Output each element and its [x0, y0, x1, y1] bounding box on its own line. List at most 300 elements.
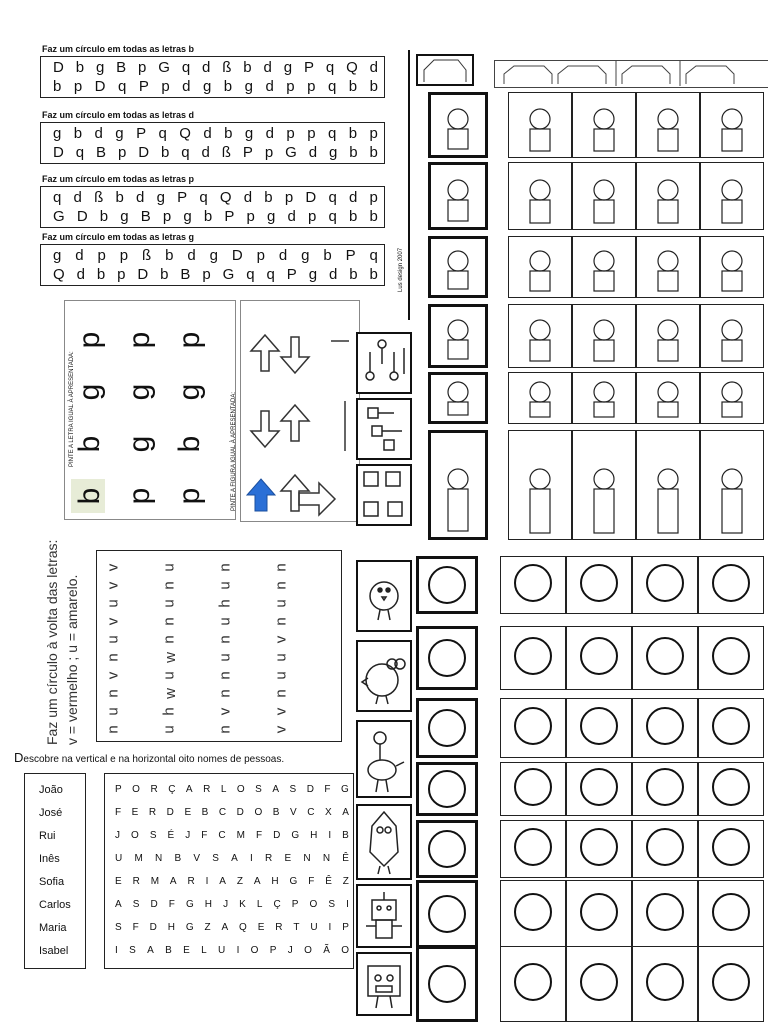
uv-letter[interactable]: n — [216, 563, 234, 572]
grid-letter[interactable]: O — [250, 945, 259, 956]
letter[interactable]: Q — [179, 125, 191, 142]
houses-option[interactable] — [566, 946, 632, 1022]
uv-letter[interactable]: v — [104, 563, 122, 572]
grid-letter[interactable]: S — [149, 830, 157, 841]
bird-option[interactable] — [508, 236, 572, 298]
letter[interactable]: p — [264, 144, 274, 161]
letter[interactable]: p — [284, 189, 294, 206]
smiley-option[interactable] — [632, 762, 698, 816]
panel-letter[interactable]: b — [73, 435, 106, 453]
letter[interactable]: g — [95, 59, 105, 76]
panel-letter[interactable]: p — [173, 487, 206, 505]
detective-option[interactable] — [636, 92, 700, 158]
uv-letter[interactable]: w — [161, 688, 179, 699]
grid-letter[interactable]: A — [231, 853, 238, 864]
arches-option[interactable] — [566, 556, 632, 614]
uv-letter[interactable]: u — [272, 653, 290, 662]
letter[interactable]: D — [138, 144, 150, 161]
cow-option[interactable] — [566, 820, 632, 878]
bird-option[interactable] — [636, 236, 700, 298]
uv-letter[interactable]: u — [216, 581, 234, 590]
grid-letter[interactable]: F — [255, 830, 263, 841]
uv-letter[interactable]: v — [104, 581, 122, 590]
cat-option[interactable] — [698, 880, 764, 948]
letter[interactable]: B — [96, 144, 107, 161]
grid-letter[interactable]: H — [310, 830, 318, 841]
letter[interactable]: B — [116, 59, 127, 76]
cat-option[interactable] — [500, 880, 566, 948]
grid-letter[interactable]: A — [147, 945, 154, 956]
grid-letter[interactable]: L — [220, 784, 227, 795]
letter[interactable]: d — [94, 125, 103, 142]
grid-letter[interactable]: T — [293, 922, 300, 933]
cat-option[interactable] — [632, 880, 698, 948]
letter[interactable]: P — [138, 78, 149, 95]
letter[interactable]: G — [53, 208, 65, 225]
grid-letter[interactable]: M — [236, 830, 245, 841]
grid-letter[interactable]: R — [148, 807, 157, 818]
smiley-option[interactable] — [698, 762, 764, 816]
letter[interactable]: p — [246, 208, 255, 225]
grid-letter[interactable]: P — [291, 899, 299, 910]
grid-letter[interactable]: N — [155, 853, 163, 864]
bird-option[interactable] — [572, 236, 636, 298]
letter[interactable]: p — [286, 78, 295, 95]
arches-option[interactable] — [632, 556, 698, 614]
letter[interactable]: g — [328, 144, 338, 161]
grid-letter[interactable]: U — [310, 922, 318, 933]
bear-option[interactable] — [700, 304, 764, 368]
uv-letter[interactable]: h — [216, 599, 234, 608]
uv-letter[interactable]: n — [272, 563, 290, 572]
letter[interactable]: b — [115, 189, 124, 206]
grid-letter[interactable]: R — [265, 853, 273, 864]
letter[interactable]: g — [53, 125, 62, 142]
grid-letter[interactable]: I — [328, 922, 332, 933]
grid-letter[interactable]: U — [115, 853, 123, 864]
letter[interactable]: b — [323, 247, 332, 264]
snail-option[interactable] — [566, 698, 632, 758]
letter[interactable]: g — [183, 208, 192, 225]
uv-letter[interactable]: v — [272, 725, 290, 734]
panel-letter[interactable]: g — [123, 435, 156, 453]
camera-kid-option[interactable] — [508, 162, 572, 230]
letter[interactable]: b — [73, 125, 83, 142]
grid-letter[interactable]: O — [341, 945, 349, 956]
grid-letter[interactable]: C — [218, 830, 226, 841]
houses-option[interactable] — [500, 946, 566, 1022]
camera-kid-option[interactable] — [572, 162, 636, 230]
bug-face-option[interactable] — [566, 626, 632, 690]
letter[interactable]: q — [369, 247, 378, 264]
grid-letter[interactable]: F — [115, 807, 122, 818]
letter[interactable]: q — [246, 266, 255, 283]
letter[interactable]: d — [278, 247, 288, 264]
uv-letter[interactable]: n — [160, 617, 178, 626]
letter[interactable]: d — [203, 125, 212, 142]
letter[interactable]: b — [224, 125, 233, 142]
letter[interactable]: b — [369, 144, 378, 161]
bug-face-option[interactable] — [698, 626, 764, 690]
letter[interactable]: b — [348, 78, 358, 95]
letter[interactable]: b — [264, 189, 273, 206]
grid-letter[interactable]: V — [193, 853, 201, 864]
grid-letter[interactable]: I — [346, 899, 349, 910]
panel-letter[interactable]: p — [123, 331, 156, 349]
grid-letter[interactable]: I — [328, 830, 332, 841]
letter[interactable]: b — [53, 78, 62, 95]
grid-letter[interactable]: S — [255, 784, 262, 795]
uv-letter[interactable]: u — [160, 563, 178, 572]
letter[interactable]: g — [209, 247, 218, 264]
panel-letter[interactable]: g — [173, 383, 206, 401]
houses-option[interactable] — [632, 946, 698, 1022]
uv-letter[interactable]: v — [272, 707, 290, 716]
letter[interactable]: p — [119, 247, 129, 264]
uv-letter[interactable]: u — [216, 653, 234, 662]
letter[interactable]: d — [265, 125, 274, 142]
grid-letter[interactable]: J — [287, 945, 293, 956]
grid-letter[interactable]: A — [185, 784, 193, 795]
letter[interactable]: d — [201, 144, 210, 161]
letter[interactable]: p — [117, 266, 126, 283]
letter[interactable]: d — [75, 247, 84, 264]
grid-letter[interactable]: B — [272, 807, 280, 818]
grid-letter[interactable]: I — [205, 876, 209, 887]
grid-letter[interactable]: Z — [342, 876, 349, 887]
letter[interactable]: b — [223, 78, 233, 95]
dancers-option[interactable] — [508, 372, 572, 424]
grid-letter[interactable]: I — [115, 945, 118, 956]
letter[interactable]: d — [328, 266, 338, 283]
bug-face-option[interactable] — [500, 626, 566, 690]
letter[interactable]: b — [348, 208, 358, 225]
letter[interactable]: g — [202, 78, 212, 95]
uv-letter[interactable]: h — [160, 707, 178, 716]
letter[interactable]: B — [180, 266, 191, 283]
uv-letter[interactable]: u — [104, 707, 122, 716]
letter[interactable]: G — [158, 59, 170, 76]
snail-option[interactable] — [500, 698, 566, 758]
letter[interactable]: P — [136, 125, 147, 142]
panel-letter[interactable]: b — [73, 487, 106, 505]
grid-letter[interactable]: S — [129, 945, 136, 956]
letter[interactable]: q — [53, 189, 62, 206]
snail-option[interactable] — [632, 698, 698, 758]
letter[interactable]: q — [328, 208, 337, 225]
letter[interactable]: p — [307, 78, 316, 95]
letter[interactable]: q — [328, 189, 337, 206]
grid-letter[interactable]: H — [271, 876, 279, 887]
grid-letter[interactable]: S — [328, 899, 336, 910]
letter[interactable]: Q — [346, 59, 358, 76]
cat-option[interactable] — [566, 880, 632, 948]
grid-letter[interactable]: Ã — [323, 945, 330, 956]
letter[interactable]: b — [369, 266, 378, 283]
grid-letter[interactable]: A — [169, 876, 177, 887]
letter[interactable]: p — [369, 125, 378, 142]
letter[interactable]: p — [97, 247, 106, 264]
uv-letter[interactable]: v — [104, 671, 122, 680]
uv-letter[interactable]: n — [160, 635, 178, 644]
letter[interactable]: d — [243, 189, 253, 206]
letter[interactable]: d — [76, 266, 85, 283]
letter[interactable]: g — [120, 208, 129, 225]
grid-letter[interactable]: Ç — [168, 784, 176, 795]
panel-letter[interactable]: p — [173, 331, 206, 349]
grid-letter[interactable]: H — [167, 922, 175, 933]
uv-letter[interactable]: n — [160, 581, 178, 590]
letter[interactable]: p — [161, 78, 170, 95]
uv-letter[interactable]: n — [272, 689, 290, 698]
santa-option[interactable] — [572, 430, 636, 540]
grid-letter[interactable]: A — [115, 899, 122, 910]
letter[interactable]: b — [369, 208, 378, 225]
letter[interactable]: b — [99, 208, 109, 225]
grid-letter[interactable]: Ê — [325, 876, 332, 887]
grid-letter[interactable]: C — [307, 807, 315, 818]
grid-letter[interactable]: N — [322, 853, 331, 864]
grid-letter[interactable]: C — [218, 807, 227, 818]
letter[interactable]: P — [286, 266, 297, 283]
letter[interactable]: d — [369, 59, 378, 76]
grid-letter[interactable]: O — [132, 784, 140, 795]
grid-letter[interactable]: E — [115, 876, 122, 887]
uv-letter[interactable]: w — [161, 652, 179, 663]
letter[interactable]: D — [94, 78, 106, 95]
letter[interactable]: d — [287, 208, 296, 225]
letter[interactable]: D — [305, 189, 317, 206]
grid-letter[interactable]: Z — [204, 922, 211, 933]
grid-letter[interactable]: R — [275, 922, 283, 933]
bird-option[interactable] — [700, 236, 764, 298]
letter[interactable]: p — [307, 125, 316, 142]
letter[interactable]: g — [115, 125, 124, 142]
panel-letter[interactable]: g — [123, 383, 156, 401]
letter[interactable]: d — [263, 59, 272, 76]
uv-letter[interactable]: v — [216, 707, 234, 716]
smiley-option[interactable] — [566, 762, 632, 816]
letter[interactable]: b — [349, 266, 358, 283]
letter[interactable]: g — [301, 247, 310, 264]
grid-letter[interactable]: A — [219, 876, 226, 887]
grid-letter[interactable]: F — [168, 899, 175, 910]
grid-letter[interactable]: D — [306, 784, 314, 795]
grid-letter[interactable]: G — [185, 922, 194, 933]
grid-letter[interactable]: E — [284, 853, 292, 864]
uv-letter[interactable]: n — [216, 689, 234, 698]
grid-letter[interactable]: R — [187, 876, 195, 887]
grid-letter[interactable]: R — [203, 784, 211, 795]
grid-letter[interactable]: N — [303, 853, 311, 864]
letter[interactable]: p — [117, 144, 127, 161]
letter[interactable]: g — [156, 189, 165, 206]
letter[interactable]: ß — [221, 144, 231, 161]
uv-letter[interactable]: v — [104, 617, 122, 626]
letter[interactable]: D — [231, 247, 243, 264]
letter[interactable]: B — [140, 208, 151, 225]
snail-option[interactable] — [698, 698, 764, 758]
letter[interactable]: q — [75, 144, 85, 161]
grid-letter[interactable]: S — [212, 853, 219, 864]
letter[interactable]: b — [161, 144, 170, 161]
letter[interactable]: q — [327, 125, 337, 142]
grid-letter[interactable]: D — [149, 922, 157, 933]
grid-letter[interactable]: D — [166, 807, 174, 818]
grid-letter[interactable]: B — [342, 830, 349, 841]
letter[interactable]: p — [73, 78, 83, 95]
arches-option[interactable] — [500, 556, 566, 614]
uv-letter[interactable]: u — [272, 671, 290, 680]
grid-letter[interactable]: Z — [236, 876, 243, 887]
dancers-option[interactable] — [572, 372, 636, 424]
letter[interactable]: d — [73, 189, 82, 206]
uv-letter[interactable]: u — [160, 599, 178, 608]
santa-option[interactable] — [700, 430, 764, 540]
grid-letter[interactable]: U — [218, 945, 226, 956]
letter[interactable]: p — [202, 266, 211, 283]
bear-option[interactable] — [636, 304, 700, 368]
letter[interactable]: q — [181, 144, 190, 161]
grid-letter[interactable]: V — [289, 807, 297, 818]
grid-letter[interactable]: D — [273, 830, 281, 841]
grid-letter[interactable]: Ê — [342, 853, 349, 864]
uv-letter[interactable]: u — [272, 599, 290, 608]
grid-letter[interactable]: Ç — [273, 899, 281, 910]
uv-letter[interactable]: n — [104, 725, 122, 734]
letter[interactable]: g — [53, 247, 62, 264]
grid-letter[interactable]: D — [150, 899, 158, 910]
panel-letter[interactable]: p — [73, 331, 106, 349]
letter[interactable]: Q — [53, 266, 65, 283]
grid-letter[interactable]: R — [132, 876, 140, 887]
cow-option[interactable] — [632, 820, 698, 878]
grid-letter[interactable]: G — [291, 830, 300, 841]
panel-letter[interactable]: p — [123, 487, 156, 505]
letter[interactable]: b — [75, 59, 85, 76]
letter[interactable]: g — [244, 125, 254, 142]
letter[interactable]: P — [303, 59, 314, 76]
grid-letter[interactable]: J — [185, 830, 191, 841]
grid-letter[interactable]: A — [253, 876, 261, 887]
grid-letter[interactable]: F — [324, 784, 331, 795]
grid-letter[interactable]: J — [223, 899, 229, 910]
letter[interactable]: b — [369, 78, 378, 95]
grid-letter[interactable]: F — [201, 830, 208, 841]
letter[interactable]: b — [165, 247, 174, 264]
grid-letter[interactable]: S — [289, 784, 297, 795]
arches-option[interactable] — [698, 556, 764, 614]
letter[interactable]: d — [308, 144, 318, 161]
houses-option[interactable] — [698, 946, 764, 1022]
grid-letter[interactable]: E — [183, 945, 190, 956]
grid-letter[interactable]: M — [150, 876, 160, 887]
uv-letter[interactable]: u — [216, 617, 234, 626]
grid-letter[interactable]: O — [131, 830, 139, 841]
grid-letter[interactable]: O — [254, 807, 263, 818]
letter[interactable]: q — [158, 125, 167, 142]
grid-letter[interactable]: K — [239, 899, 246, 910]
grid-letter[interactable]: A — [221, 922, 229, 933]
cow-option[interactable] — [500, 820, 566, 878]
grid-letter[interactable]: J — [115, 830, 120, 841]
uv-letter[interactable]: n — [216, 725, 234, 734]
grid-letter[interactable]: L — [256, 899, 263, 910]
letter[interactable]: P — [345, 247, 356, 264]
cow-option[interactable] — [698, 820, 764, 878]
letter[interactable]: g — [283, 59, 293, 76]
uv-letter[interactable]: n — [216, 635, 234, 644]
letter[interactable]: d — [202, 59, 211, 76]
grid-letter[interactable]: A — [272, 784, 280, 795]
uv-letter[interactable]: n — [104, 689, 122, 698]
panel-letter[interactable]: b — [173, 435, 206, 453]
bear-option[interactable] — [508, 304, 572, 368]
letter[interactable]: q — [325, 59, 335, 76]
grid-letter[interactable]: D — [236, 807, 244, 818]
dancers-option[interactable] — [636, 372, 700, 424]
letter[interactable]: P — [177, 189, 188, 206]
letter[interactable]: b — [348, 125, 358, 142]
letter[interactable]: ß — [94, 189, 104, 206]
letter[interactable]: q — [327, 78, 337, 95]
detective-option[interactable] — [700, 92, 764, 158]
camera-kid-option[interactable] — [700, 162, 764, 230]
uv-letter[interactable]: n — [216, 671, 234, 680]
detective-option[interactable] — [508, 92, 572, 158]
letter[interactable]: G — [285, 144, 297, 161]
letter[interactable]: P — [224, 208, 235, 225]
grid-letter[interactable]: G — [185, 899, 194, 910]
panel-letter[interactable]: g — [73, 383, 106, 401]
grid-letter[interactable]: P — [115, 784, 122, 795]
letter[interactable]: Q — [219, 189, 232, 206]
letter[interactable]: d — [182, 78, 191, 95]
grid-letter[interactable]: S — [132, 899, 140, 910]
grid-letter[interactable]: F — [308, 876, 315, 887]
grid-letter[interactable]: P — [342, 922, 349, 933]
bear-option[interactable] — [572, 304, 636, 368]
grid-letter[interactable]: L — [201, 945, 207, 956]
uv-letter[interactable]: v — [272, 635, 290, 644]
letter[interactable]: b — [96, 266, 106, 283]
letter[interactable]: d — [187, 247, 196, 264]
letter[interactable]: d — [348, 189, 358, 206]
grid-letter[interactable]: H — [204, 899, 213, 910]
letter[interactable]: b — [243, 59, 252, 76]
letter[interactable]: q — [181, 59, 191, 76]
uv-letter[interactable]: u — [104, 635, 122, 644]
uv-letter[interactable]: u — [104, 599, 122, 608]
grid-letter[interactable]: E — [131, 807, 139, 818]
letter[interactable]: g — [244, 78, 253, 95]
grid-letter[interactable]: O — [304, 945, 312, 956]
letter[interactable]: b — [203, 208, 213, 225]
dancers-option[interactable] — [700, 372, 764, 424]
grid-letter[interactable]: É — [167, 830, 175, 841]
uv-letter[interactable]: u — [160, 671, 178, 680]
letter[interactable]: D — [76, 208, 88, 225]
grid-letter[interactable]: E — [184, 807, 192, 818]
santa-option[interactable] — [636, 430, 700, 540]
grid-letter[interactable]: I — [236, 945, 240, 956]
grid-letter[interactable]: G — [341, 784, 349, 795]
letter[interactable]: d — [265, 78, 274, 95]
grid-letter[interactable]: B — [201, 807, 209, 818]
letter[interactable]: q — [117, 78, 127, 95]
letter[interactable]: ß — [222, 59, 232, 76]
letter[interactable]: G — [222, 266, 235, 283]
